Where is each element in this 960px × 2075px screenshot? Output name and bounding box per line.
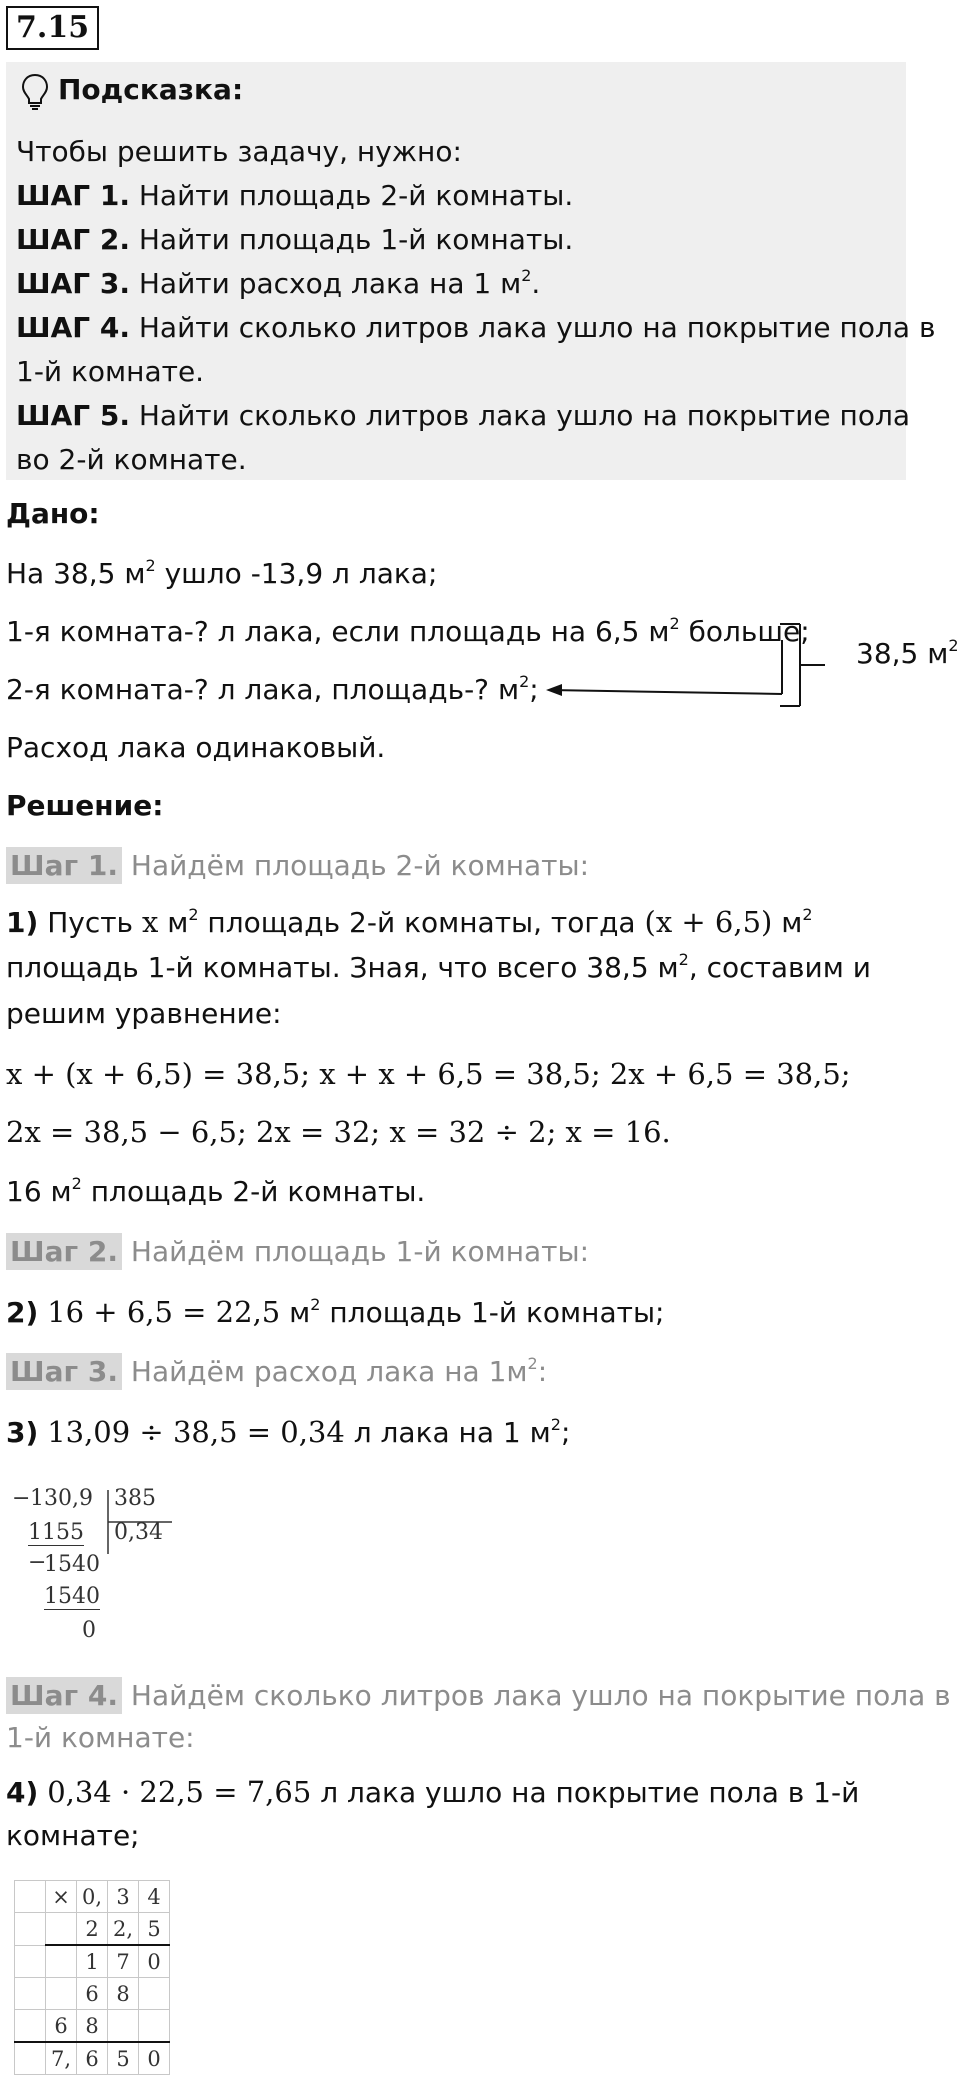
task-number: 7.15 [6,6,99,50]
digit: 4 [139,1881,170,1913]
digit: 6 [46,2010,77,2043]
hint-step-4 [16,308,935,348]
solution-title: Решение: [6,789,164,822]
hint-step-text: Найти площадь 1-й комнаты. [138,223,574,256]
times-sign: × [46,1881,77,1913]
digit: 7 [108,1945,139,1978]
minus-sign: − [28,1550,47,1575]
digit: 3 [108,1881,139,1913]
step-4-header-cont: 1-й комнате: [6,1721,195,1754]
division-subtrahend-2: 1540 [44,1584,100,1609]
hint-step-5 [16,396,910,436]
step-3-header [6,1352,547,1392]
division-subtrahend-1: 1155 [28,1520,84,1545]
digit: 2 [77,1913,108,1946]
division-quotient: 0,34 [114,1520,163,1545]
division-bracket [106,1490,176,1556]
step-text: Найдём площадь 1-й комнаты: [130,1235,590,1268]
division-dividend: 130,9 [30,1486,93,1511]
lightbulb-icon [20,72,50,112]
hint-step-text: Найти площадь 2-й комнаты. [138,179,574,212]
hint-step-tail: . [531,267,541,300]
digit: 8 [108,1978,139,2010]
minus-sign: − [12,1486,31,1511]
point-1-line-3: решим уравнение: [6,997,282,1030]
division-final: 0 [82,1618,96,1643]
division-remainder-1: 1540 [44,1552,100,1577]
long-division [10,1484,190,1654]
hint-step-label: ШАГ 5. [16,399,130,432]
equation-line-2: 2x = 38,5 − 6,5; 2x = 32; x = 32 ÷ 2; x = 16. [6,1115,671,1149]
step-text: Найдём сколько литров лака ушло на покрытие пола в [130,1679,951,1712]
digit: 1 [77,1945,108,1978]
hint-step-text: Найти сколько литров лака ушло на покрытие пола [138,399,911,432]
point-4-line-2: комнате; [6,1819,140,1852]
hint-step-2 [16,220,573,260]
digit: 0 [139,2042,170,2075]
step-text: Найдём площадь 2-й комнаты: [130,849,590,882]
step-tag: Шаг 2. [6,1233,122,1270]
hint-step-text: Найти расход лака на 1 м [138,267,522,300]
step-tag: Шаг 1. [6,847,122,884]
hint-title: Подсказка: [58,73,244,106]
brace-and-arrow [530,610,830,720]
hint-step-3 [16,264,540,304]
hint-step-label: ШАГ 1. [16,179,130,212]
step-1-header [6,846,589,886]
given-line-2: 1-я комната-? л лака, если площадь на 6,5 $м^2$ больше; [6,614,810,648]
given-line-3: 2-я комната-? л лака, площадь-? $м^2$; [6,672,539,706]
point-1-line-1: 1) Пусть x $м^2$ площадь 2-й комнаты, тогда (x + 6,5) $м^2$ [6,905,813,939]
step-4-header [6,1676,951,1716]
given-line-4: Расход лака одинаковый. [6,731,386,764]
multiplication-grid [14,1880,170,2075]
point-1-line-2: площадь 1-й комнаты. Зная, что всего 38,5 $м^2$, составим и [6,950,871,984]
point-4-line-1: 4) 0,34 · 22,5 = 7,65 л лака ушло на покрытие пола в 1-й [6,1775,860,1809]
point-1-result: 16 $м^2$ площадь 2-й комнаты. [6,1174,426,1208]
step-2-header [6,1232,589,1272]
digit: 0 [139,1945,170,1978]
digit: 2, [108,1913,139,1946]
digit: 6 [77,1978,108,2010]
division-divisor: 385 [114,1486,156,1511]
digit: 6 [77,2042,108,2075]
hint-step-1 [16,176,573,216]
step-tag: Шаг 3. [6,1353,122,1390]
hint-intro: Чтобы решить задачу, нужно: [16,135,462,168]
point-2: 2) 16 + 6,5 = 22,5 $м^2$ площадь 1-й комнаты; [6,1295,665,1329]
digit: 5 [108,2042,139,2075]
digit: 8 [77,2010,108,2043]
step-tag: Шаг 4. [6,1677,122,1714]
digit: 0, [77,1881,108,1913]
point-3: 3) 13,09 ÷ 38,5 = 0,34 л лака на 1 $м^2$; [6,1415,571,1449]
step-text: Найдём расход лака на $1м^2$: [130,1354,548,1388]
given-title: Дано: [6,497,100,530]
hint-step-label: ШАГ 2. [16,223,130,256]
equation-line-1: x + (x + 6,5) = 38,5; x + x + 6,5 = 38,5; 2x + 6,5 = 38,5; [6,1057,851,1091]
given-line-1: На 38,5 $м^2$ ушло -13,9 л лака; [6,556,438,590]
superscript: 2 [521,266,532,285]
hint-step-text: Найти сколько литров лака ушло на покрытие пола в [138,311,936,344]
digit: 7, [46,2042,77,2075]
hint-step-label: ШАГ 3. [16,267,130,300]
digit: 5 [139,1913,170,1946]
hint-step-label: ШАГ 4. [16,311,130,344]
hint-step-5-cont: во 2-й комнате. [16,443,247,476]
brace-label: 38,5 $м^2$ [856,636,959,670]
hint-step-4-cont: 1-й комнате. [16,355,205,388]
